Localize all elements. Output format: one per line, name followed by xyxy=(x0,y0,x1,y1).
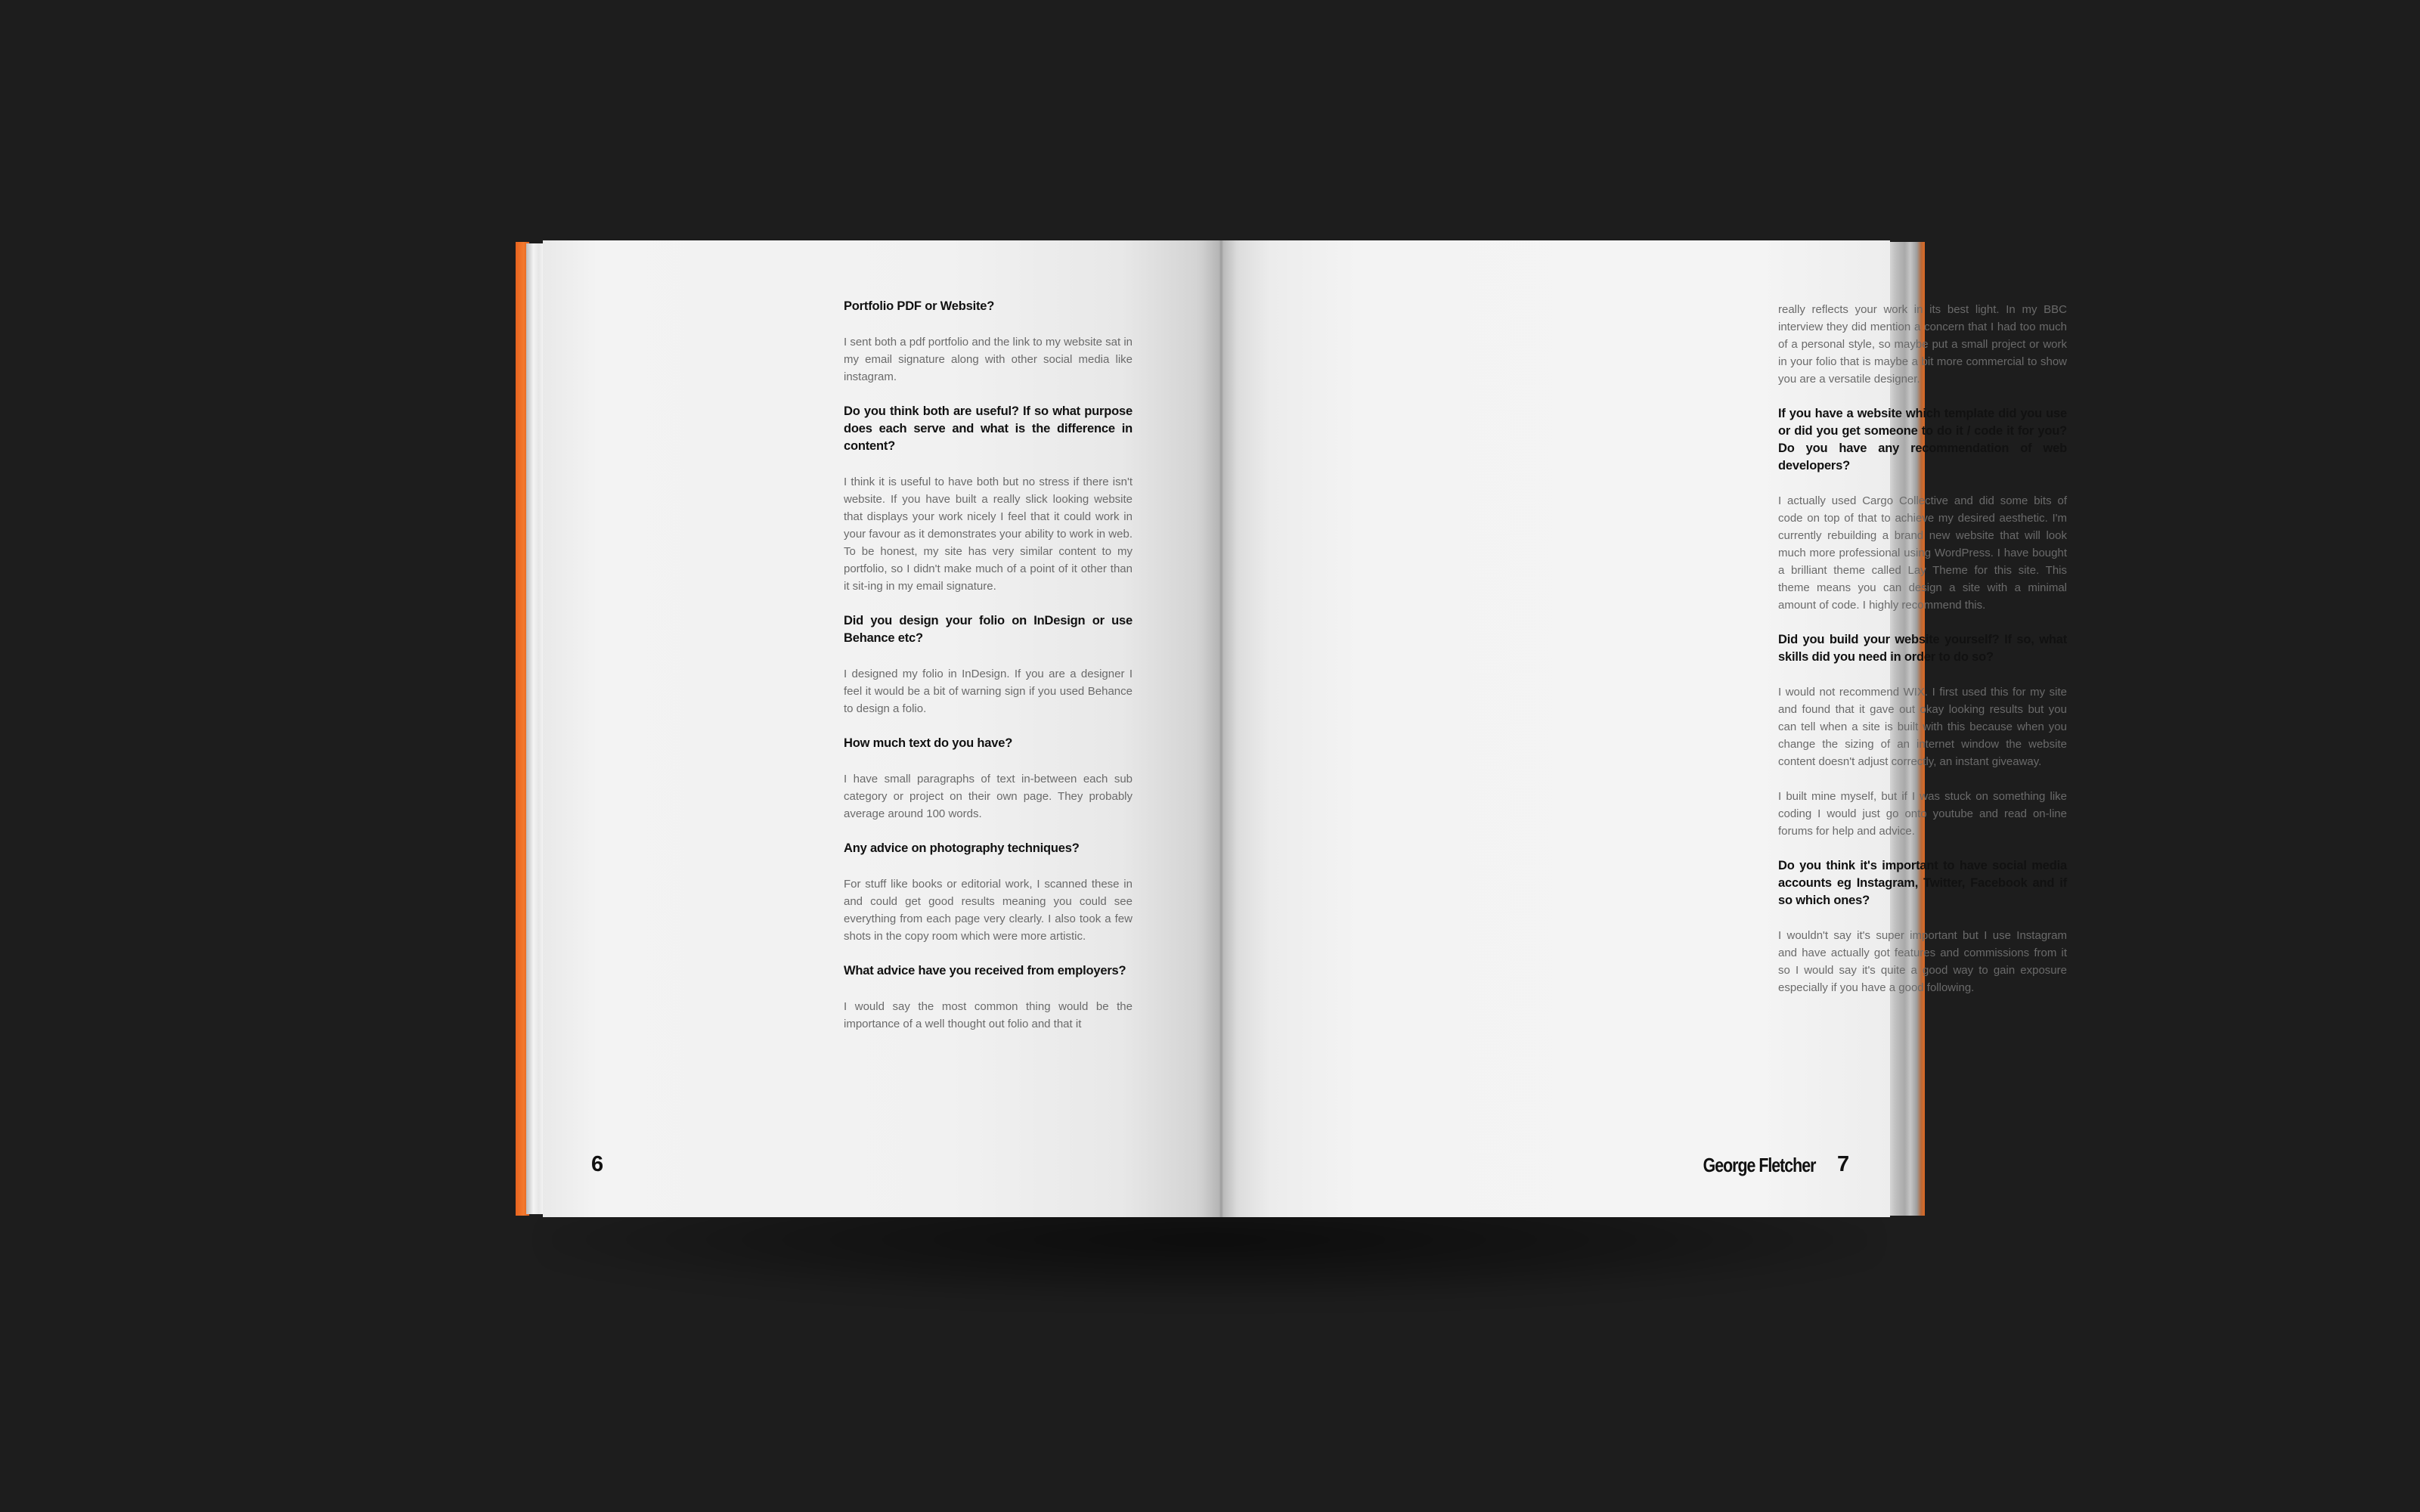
left-page-column xyxy=(844,298,1133,1050)
question-heading: What advice have you received from employers? xyxy=(844,964,1126,978)
question-heading: Did you design your folio on InDesign or use Behance etc? xyxy=(844,614,1133,645)
answer-paragraph: I think it is useful to have both but no stress if there isn't website. If you have built a really slick looking website that displays your work nicely I feel that it could work in your favour as it demonstrates your ability to work in web. To be honest, my site has very similar content to my portfolio, so I didn't make much of a point of it other than it sit-ing in my email signature. xyxy=(844,476,1133,593)
answer-paragraph: I designed my folio in InDesign. If you are a designer I feel it would be a bit of warning sign if you used Behance to design a folio. xyxy=(844,668,1133,715)
open-book xyxy=(516,240,2067,1217)
page-stack-left xyxy=(526,243,544,1214)
question-heading: Do you think it's important to have social media accounts eg Instagram, Twitter, Facebook and if so which ones? xyxy=(1778,859,2067,907)
right-page xyxy=(1223,240,2067,1217)
answer-paragraph: I would not recommend WIX. I first used this for my site and found that it gave out okay looking results but you can tell when a site is built with this because when you change the sizing of an internet window the website content doesn't adjust correctly, an instant giveaway. xyxy=(1778,686,2067,768)
answer-paragraph: I would say the most common thing would be the importance of a well thought out folio and that it xyxy=(844,1000,1133,1030)
question-heading: Portfolio PDF or Website? xyxy=(844,299,995,313)
answer-paragraph: I have small paragraphs of text in-between each sub category or project on their own page. They probably average around 100 words. xyxy=(844,773,1133,820)
question-heading: Any advice on photography techniques? xyxy=(844,841,1080,855)
question-heading: How much text do you have? xyxy=(844,736,1013,750)
answer-paragraph: I actually used Cargo Collective and did some bits of code on top of that to achieve my desired aesthetic. I'm currently rebuilding a brand new website that will look much more professional using WordPress. I have bought a brilliant theme called Lay Theme for this site. This theme means you can design a site with a minimal amount of code. I highly recommend this. xyxy=(1778,494,2067,612)
answer-paragraph: I sent both a pdf portfolio and the link to my website sat in my email signature along with other social media like instagram. xyxy=(844,336,1133,383)
question-heading: Do you think both are useful? If so what purpose does each serve and what is the difference in content? xyxy=(844,404,1133,453)
answer-paragraph: I built mine myself, but if I was stuck on something like coding I would just go onto youtube and read on-line forums for help and advice. xyxy=(1778,790,2067,838)
answer-paragraph: I wouldn't say it's super important but I use Instagram and have actually got features and commissions from it so I would say it's quite a good way to gain exposure especially if you have a good following. xyxy=(1778,929,2067,994)
question-heading: Did you build your website yourself? If so, what skills did you need in order to do so? xyxy=(1778,633,2067,664)
page-number-right: 7 xyxy=(1837,1152,1850,1176)
right-page-column xyxy=(1778,301,2067,1014)
left-page xyxy=(543,240,1223,1217)
author-name: George Fletcher xyxy=(1703,1154,1815,1176)
question-heading: If you have a website which template did you use or did you get someone to do it / code it for you? Do you have any recommendation of web developers? xyxy=(1778,407,2067,472)
answer-paragraph: For stuff like books or editorial work, I scanned these in and could get good results meaning you could see everything from each page very clearly. I also took a few shots in the copy room which were more artistic. xyxy=(844,878,1133,943)
page-number-left: 6 xyxy=(591,1152,604,1176)
answer-paragraph: really reflects your work in its best light. In my BBC interview they did mention a concern that I had too much of a personal style, so maybe put a small project or work in your folio that is maybe a bit more commercial to show you are a versatile designer. xyxy=(1778,303,2067,386)
